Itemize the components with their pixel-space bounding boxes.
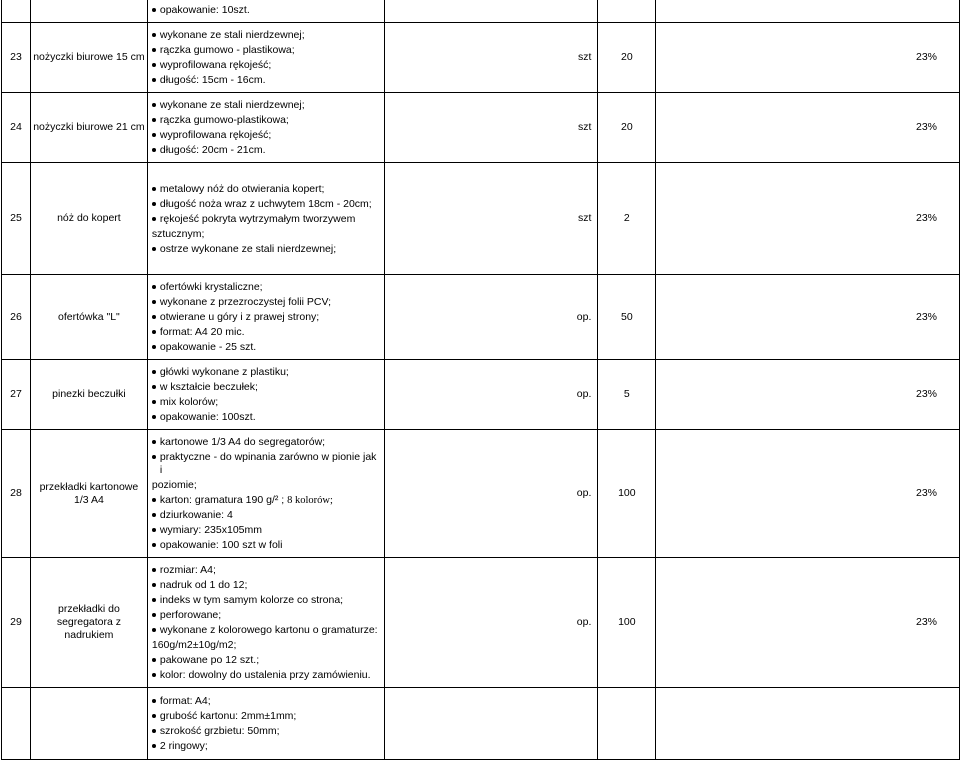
spec-text: wykonane ze stali nierdzewnej; xyxy=(159,29,305,41)
unit-of-measure: op. xyxy=(384,558,598,688)
spec-list xyxy=(152,183,381,256)
spec-item xyxy=(152,144,381,157)
unit-of-measure: op. xyxy=(384,275,598,360)
bullet-icon xyxy=(152,744,156,748)
vat-rate xyxy=(656,0,960,23)
spec-item xyxy=(152,243,381,256)
product-description xyxy=(147,360,384,430)
quantity: 100 xyxy=(598,558,656,688)
spec-item xyxy=(152,539,381,552)
spec-item xyxy=(152,451,381,477)
spec-text: długość noża wraz z uchwytem 18cm - 20cm; xyxy=(159,197,372,210)
table-body xyxy=(2,0,960,760)
bullet-icon xyxy=(152,613,156,617)
bullet-icon xyxy=(152,285,156,289)
bullet-icon xyxy=(152,415,156,419)
spec-text: grubość kartonu: 2mm±1mm; xyxy=(159,710,297,722)
spec-text: otwierane u góry i z prawej strony; xyxy=(159,311,320,323)
spec-item xyxy=(152,740,381,753)
spec-text: rozmiar: A4; xyxy=(159,564,216,576)
product-name: ofertówka "L" xyxy=(30,275,147,360)
spec-text: wykonane z kolorowego kartonu o gramaturze: xyxy=(159,624,378,636)
bullet-icon xyxy=(152,187,156,191)
bullet-icon xyxy=(152,628,156,632)
quantity: 50 xyxy=(598,275,656,360)
row-number xyxy=(2,0,31,23)
bullet-icon xyxy=(152,568,156,572)
spec-item xyxy=(152,213,381,226)
spec-text: indeks w tym samym kolorze co strona; xyxy=(159,594,344,606)
product-name xyxy=(30,0,147,23)
bullet-icon xyxy=(152,133,156,137)
spec-list xyxy=(152,564,381,682)
bullet-icon xyxy=(152,543,156,547)
bullet-icon xyxy=(152,345,156,349)
bullet-icon xyxy=(152,247,156,251)
spec-item xyxy=(152,396,381,409)
spec-item xyxy=(152,296,381,309)
spec-item xyxy=(152,639,381,652)
bullet-icon xyxy=(152,217,156,221)
bullet-icon xyxy=(152,729,156,733)
spec-list xyxy=(152,99,381,157)
spec-item xyxy=(152,624,381,637)
spec-item xyxy=(152,509,381,522)
vat-rate xyxy=(656,688,960,760)
table-row xyxy=(2,558,960,688)
bullet-icon xyxy=(152,673,156,677)
bullet-icon xyxy=(152,315,156,319)
spec-item xyxy=(152,564,381,577)
row-number: 24 xyxy=(2,93,31,163)
product-name xyxy=(30,688,147,760)
unit-of-measure xyxy=(384,688,598,760)
unit-of-measure: szt xyxy=(384,163,598,275)
bullet-icon xyxy=(152,513,156,517)
row-number: 29 xyxy=(2,558,31,688)
bullet-icon xyxy=(152,440,156,444)
spec-item xyxy=(152,29,381,42)
vat-rate: 23% xyxy=(656,23,960,93)
product-description xyxy=(147,430,384,558)
spec-text: rączka gumowo - plastikowa; xyxy=(159,44,295,56)
table-row xyxy=(2,93,960,163)
spec-text: w kształcie beczułek; xyxy=(159,381,258,393)
spec-item xyxy=(152,479,381,492)
spec-list xyxy=(152,29,381,87)
spec-item xyxy=(152,44,381,57)
quantity: 20 xyxy=(598,23,656,93)
product-description xyxy=(147,688,384,760)
spec-list xyxy=(152,436,381,552)
spec-item xyxy=(152,114,381,127)
spec-text: wykonane ze stali nierdzewnej; xyxy=(159,99,305,111)
spec-text: opakowanie: 100szt. xyxy=(159,411,256,423)
spec-text: karton: gramatura 190 g/² ; xyxy=(159,494,288,506)
product-description xyxy=(147,275,384,360)
bullet-icon xyxy=(152,330,156,334)
spec-text: format: A4; xyxy=(159,695,211,707)
row-number: 28 xyxy=(2,430,31,558)
product-name: przekładki do segregatora z nadrukiem xyxy=(30,558,147,688)
spec-item xyxy=(152,366,381,379)
spec-item xyxy=(152,281,381,294)
bullet-icon xyxy=(152,699,156,703)
bullet-icon xyxy=(152,370,156,374)
spec-text: sztucznym; xyxy=(151,227,205,240)
table-row xyxy=(2,430,960,558)
spec-text: wykonane z przezroczystej folii PCV; xyxy=(159,296,332,308)
table-row xyxy=(2,360,960,430)
spec-item xyxy=(152,609,381,622)
spec-item xyxy=(152,669,381,682)
spec-list xyxy=(152,281,381,354)
product-description xyxy=(147,558,384,688)
spec-text: wyprofilowana rękojeść; xyxy=(159,129,272,141)
spec-text: długość: 15cm - 16cm. xyxy=(159,74,266,86)
bullet-icon xyxy=(152,528,156,532)
spec-text: wymiary: 235x105mm xyxy=(159,524,262,536)
bullet-icon xyxy=(152,714,156,718)
spec-text: główki wykonane z plastiku; xyxy=(159,366,289,378)
unit-of-measure: szt xyxy=(384,23,598,93)
product-description xyxy=(147,163,384,275)
unit-of-measure xyxy=(384,0,598,23)
spec-text: metalowy nóż do otwierania kopert; xyxy=(159,182,325,195)
spec-text: opakowanie: 10szt. xyxy=(159,4,250,16)
quantity xyxy=(598,0,656,23)
spec-text: mix kolorów; xyxy=(159,396,219,408)
bullet-icon xyxy=(152,400,156,404)
spec-item xyxy=(152,74,381,87)
spec-list xyxy=(152,4,381,17)
spec-item xyxy=(152,725,381,738)
spec-text: dziurkowanie: 4 xyxy=(159,509,233,521)
spec-text: nadruk od 1 do 12; xyxy=(159,579,248,591)
unit-of-measure: op. xyxy=(384,430,598,558)
table-row xyxy=(2,23,960,93)
bullet-icon xyxy=(152,103,156,107)
row-number: 26 xyxy=(2,275,31,360)
unit-of-measure: szt xyxy=(384,93,598,163)
spec-list xyxy=(152,695,381,753)
spec-item xyxy=(152,59,381,72)
product-description xyxy=(147,23,384,93)
bullet-icon xyxy=(152,78,156,82)
spec-item xyxy=(152,436,381,449)
spec-text: poziomie; xyxy=(151,479,197,491)
bullet-icon xyxy=(152,202,156,206)
spec-list xyxy=(152,366,381,424)
row-number: 25 xyxy=(2,163,31,275)
spec-item xyxy=(152,183,381,196)
vat-rate: 23% xyxy=(656,360,960,430)
spec-text-tail: 8 kolorów; xyxy=(287,495,333,506)
bullet-icon xyxy=(152,33,156,37)
spec-text: długość: 20cm - 21cm. xyxy=(159,144,266,156)
table-row xyxy=(2,688,960,760)
spec-text: format: A4 20 mic. xyxy=(159,326,245,338)
quantity: 5 xyxy=(598,360,656,430)
bullet-icon xyxy=(152,598,156,602)
row-number: 27 xyxy=(2,360,31,430)
product-name: nóż do kopert xyxy=(30,163,147,275)
table-row xyxy=(2,275,960,360)
quantity: 20 xyxy=(598,93,656,163)
spec-item xyxy=(152,654,381,667)
vat-rate: 23% xyxy=(656,275,960,360)
spec-text: ostrze wykonane ze stali nierdzewnej; xyxy=(159,242,337,255)
spec-text: perforowane; xyxy=(159,609,222,621)
table-row xyxy=(2,163,960,275)
spec-text: rękojeść pokryta wytrzymałym tworzywem xyxy=(159,212,356,225)
product-name: nożyczki biurowe 21 cm xyxy=(30,93,147,163)
spec-text: pakowane po 12 szt.; xyxy=(159,654,260,666)
product-name: przekładki kartonowe 1/3 A4 xyxy=(30,430,147,558)
spec-item xyxy=(152,198,381,211)
vat-rate: 23% xyxy=(656,430,960,558)
spec-text: praktyczne - do wpinania zarówno w pionie jak i xyxy=(159,451,377,476)
spec-text: ofertówki krystaliczne; xyxy=(159,281,263,293)
spec-item xyxy=(152,411,381,424)
spec-item xyxy=(152,710,381,723)
row-number xyxy=(2,688,31,760)
product-name: nożyczki biurowe 15 cm xyxy=(30,23,147,93)
spec-item xyxy=(152,326,381,339)
bullet-icon xyxy=(152,583,156,587)
spec-text: opakowanie - 25 szt. xyxy=(159,341,257,353)
spec-text: 2 ringowy; xyxy=(159,740,208,752)
spec-text: 160g/m2±10g/m2; xyxy=(151,639,237,651)
quantity xyxy=(598,688,656,760)
bullet-icon xyxy=(152,385,156,389)
spec-text: rączka gumowo-plastikowa; xyxy=(159,114,289,126)
bullet-icon xyxy=(152,498,156,502)
quantity: 100 xyxy=(598,430,656,558)
spec-item xyxy=(152,381,381,394)
spec-item xyxy=(152,579,381,592)
spec-item xyxy=(152,594,381,607)
spec-item xyxy=(152,524,381,537)
spec-item xyxy=(152,695,381,708)
bullet-icon xyxy=(152,148,156,152)
bullet-icon xyxy=(152,48,156,52)
product-description xyxy=(147,93,384,163)
spec-item xyxy=(152,341,381,354)
spec-text: kartonowe 1/3 A4 do segregatorów; xyxy=(159,436,326,448)
product-description xyxy=(147,0,384,23)
spec-item xyxy=(152,4,381,17)
table-row xyxy=(2,0,960,23)
spec-text: kolor: dowolny do ustalenia przy zamówieniu. xyxy=(159,669,371,681)
bullet-icon xyxy=(152,658,156,662)
row-number: 23 xyxy=(2,23,31,93)
product-spec-table xyxy=(1,0,960,760)
spec-item xyxy=(152,494,381,507)
bullet-icon xyxy=(152,300,156,304)
spec-item xyxy=(152,99,381,112)
bullet-icon xyxy=(152,118,156,122)
spec-text: wyprofilowana rękojeść; xyxy=(159,59,272,71)
spec-text: opakowanie: 100 szt w foli xyxy=(159,539,283,551)
unit-of-measure: op. xyxy=(384,360,598,430)
vat-rate: 23% xyxy=(656,558,960,688)
bullet-icon xyxy=(152,8,156,12)
product-name: pinezki beczułki xyxy=(30,360,147,430)
spec-item xyxy=(152,228,381,241)
spec-item xyxy=(152,129,381,142)
bullet-icon xyxy=(152,63,156,67)
quantity: 2 xyxy=(598,163,656,275)
vat-rate: 23% xyxy=(656,93,960,163)
vat-rate: 23% xyxy=(656,163,960,275)
bullet-icon xyxy=(152,455,156,459)
spec-item xyxy=(152,311,381,324)
spec-text: szrokość grzbietu: 50mm; xyxy=(159,725,280,737)
